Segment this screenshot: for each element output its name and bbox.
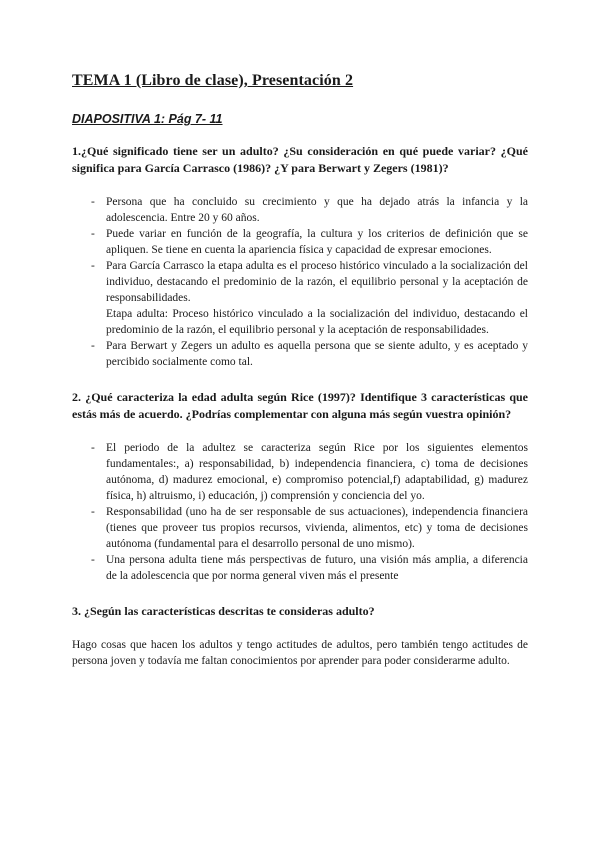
answer-text: Persona que ha concluido su crecimiento y que ha dejado atrás la infancia y la adolescencia. Entre 20 y 60 años. [106, 196, 528, 224]
bullet-dash: - [91, 340, 95, 352]
bullet-dash: - [91, 554, 95, 566]
list-item [72, 258, 528, 338]
answer-list-2 [72, 440, 528, 584]
bullet-dash: - [91, 442, 95, 454]
bullet-dash: - [91, 260, 95, 272]
list-item [72, 504, 528, 552]
answer-extra-text: Etapa adulta: Proceso histórico vinculado a la socialización del individuo, destacando el predominio de la razón, el equilibrio personal y la aceptación de responsabilidades. [106, 308, 528, 336]
slide-heading: DIAPOSITIVA 1: Pág 7- 11 [72, 112, 223, 126]
answer-list-1 [72, 194, 528, 370]
answer-text: Para García Carrasco la etapa adulta es el proceso histórico vinculado a la socialización del individuo, destacando el predominio de la razón, el equilibrio personal y la aceptación de responsabilidades. [106, 260, 528, 304]
answer-text: Para Berwart y Zegers un adulto es aquella persona que se siente adulto, y es aceptado y percibido socialmente como tal. [106, 340, 528, 368]
question-2: 2. ¿Qué caracteriza la edad adulta según Rice (1997)? Identifique 3 características que estás más de acuerdo. ¿Podrías complementar con alguna más según vuestra opinión? [72, 390, 528, 421]
list-item [72, 552, 528, 584]
document-title: TEMA 1 (Libro de clase), Presentación 2 [72, 72, 354, 89]
question-1: 1.¿Qué significado tiene ser un adulto? ¿Su consideración en qué puede variar? ¿Qué significa para García Carrasco (1986)? ¿Y para Berwart y Zegers (1981)? [72, 144, 528, 175]
bullet-dash: - [91, 228, 95, 240]
answer-paragraph-3: Hago cosas que hacen los adultos y tengo actitudes de adultos, pero también tengo actitudes de persona joven y todavía me faltan conocimientos por aprender para poder considerarme adulto. [72, 639, 528, 667]
question-3: 3. ¿Según las características descritas te consideras adulto? [72, 604, 375, 618]
bullet-dash: - [91, 196, 95, 208]
list-item [72, 338, 528, 370]
answer-text: Una persona adulta tiene más perspectivas de futuro, una visión más amplia, a diferencia de la adolescencia que por norma general viven más el presente [106, 554, 528, 582]
answer-text: El periodo de la adultez se caracteriza según Rice por los siguientes elementos fundamentales:, a) responsabilidad, b) independencia financiera, c) toma de decisiones autónoma, d) madurez emocional, e) compromiso potencial,f) adaptabilidad, g) madurez física, h) altruismo, i) educación, j) comprensión y conciencia del yo. [106, 442, 528, 502]
answer-text: Puede variar en función de la geografía, la cultura y los criterios de definición que se apliquen. Se tiene en cuenta la apariencia física y capacidad de expresar emociones. [106, 228, 528, 256]
list-item [72, 226, 528, 258]
list-item [72, 440, 528, 504]
list-item [72, 194, 528, 226]
answer-text: Responsabilidad (uno ha de ser responsable de sus actuaciones), independencia financiera (tienes que proveer tus propios recursos, vivienda, alimentos, etc) y toma de decisiones autónoma (fundamental para el desarrollo personal de uno mismo). [106, 506, 528, 550]
bullet-dash: - [91, 506, 95, 518]
